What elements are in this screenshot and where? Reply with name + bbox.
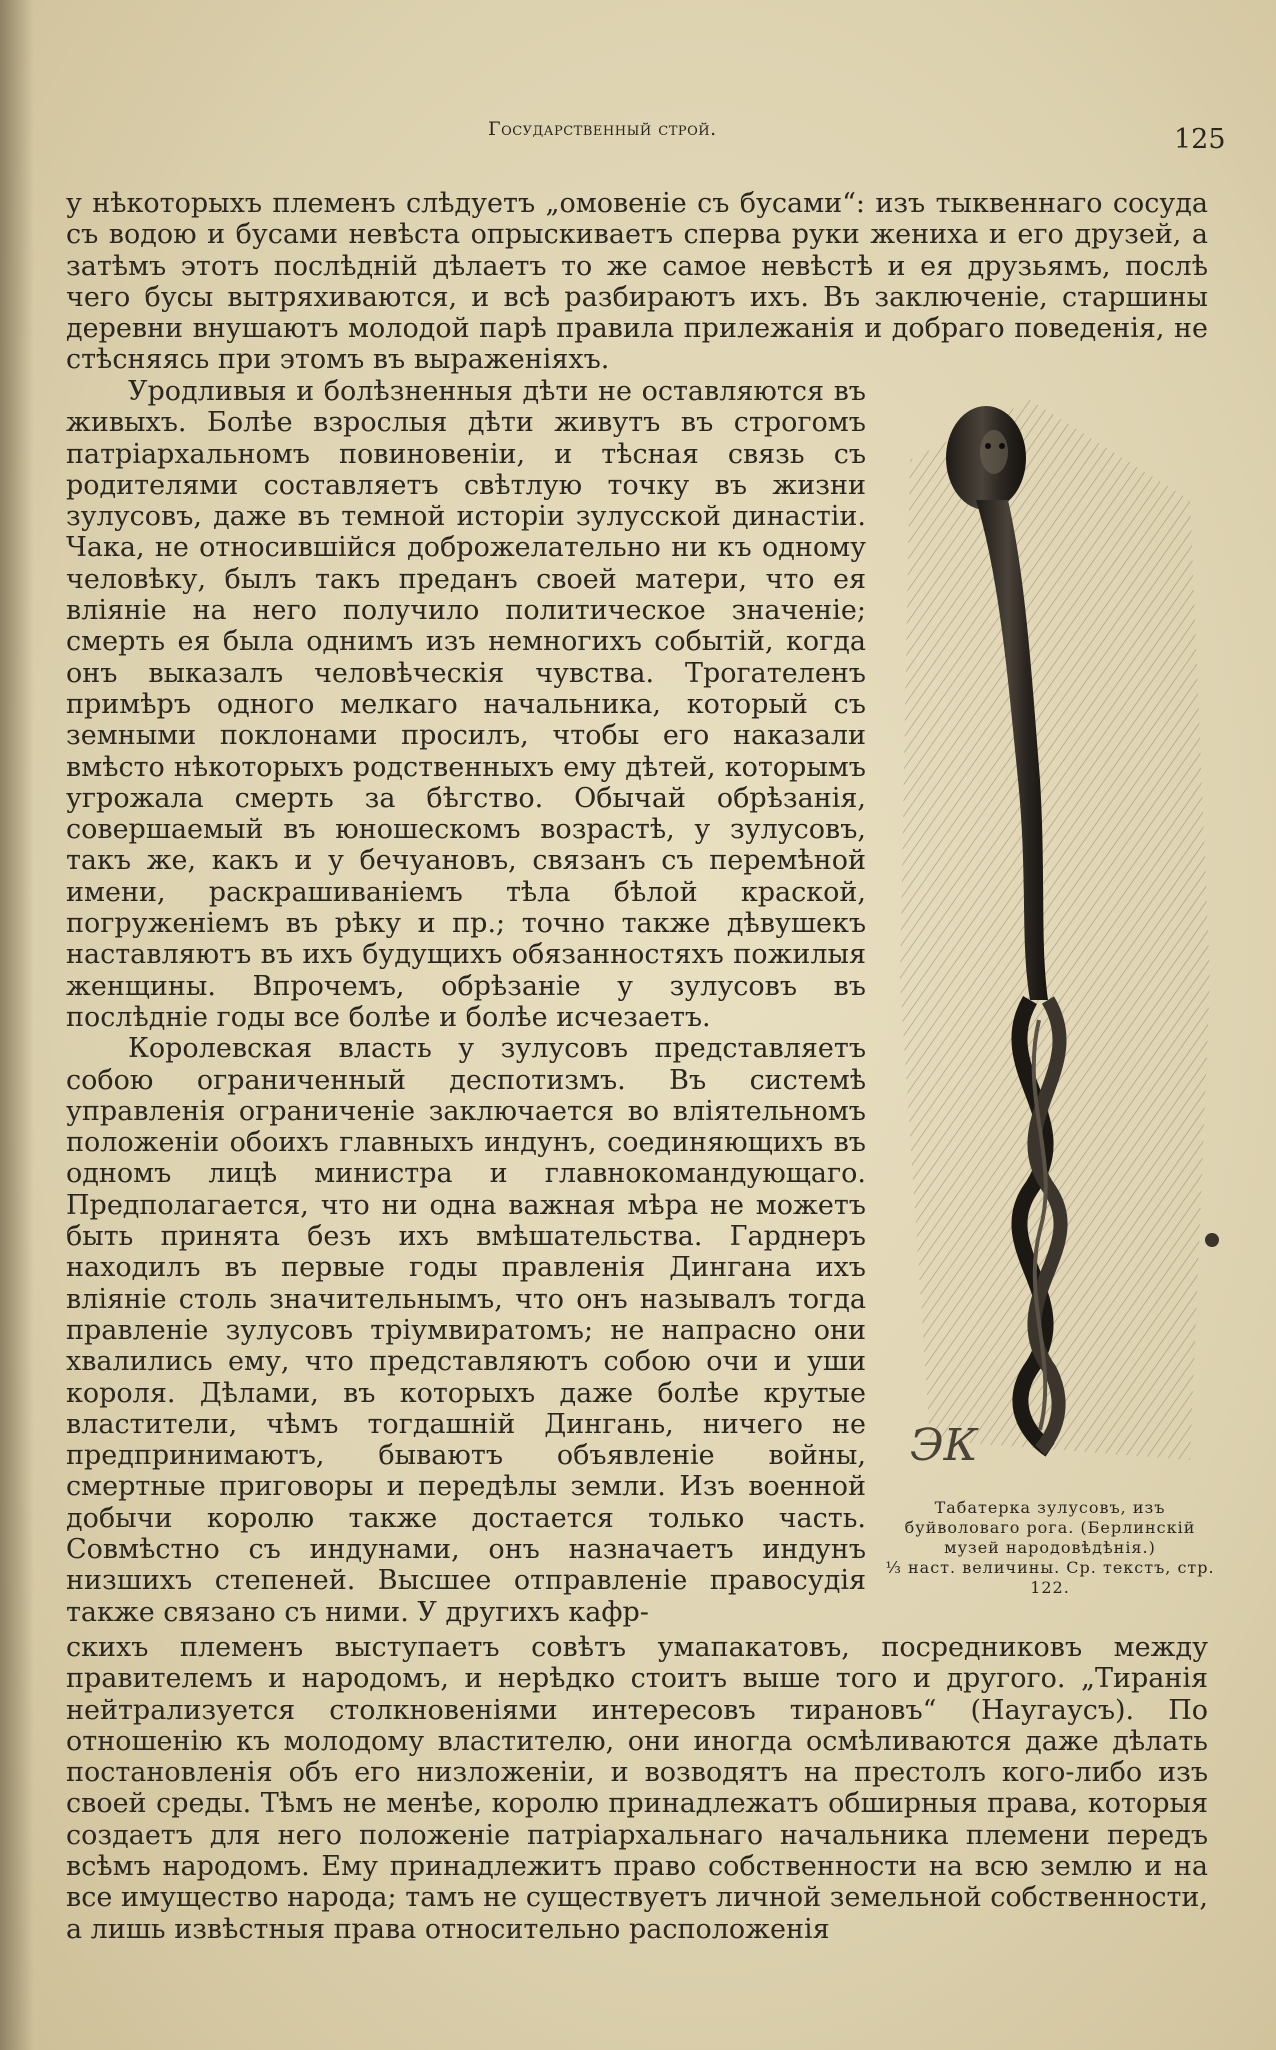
snuff-box-drawing	[890, 380, 1220, 1490]
bottom-paragraph: скихъ племенъ выступаетъ совѣтъ умапакатовъ, посредниковъ между правителемъ и народомъ, и нерѣдко стоитъ выше того и другого. „Тиранія нейтрализуется столкновеніями интересовъ тирановъ“ (Наугаусъ). По отношенію къ молодому властителю, они иногда осмѣливаются даже дѣлать постановленія объ его низложеніи, и возводятъ на престолъ кого-либо изъ своей среды. Тѣмъ не менѣе, королю принадлежатъ обширныя права, которыя создаетъ для него положеніе патріархальнаго начальника племени передъ всѣмъ народомъ. Ему принадлежитъ право собственности на всю землю и на все имущество народа; тамъ не существуетъ личной земельной собственности, а лишь извѣстныя права относительно расположенія	[66, 1632, 1208, 1945]
figure-caption-scale: ⅓ наст. величины. Ср. текстъ, стр. 122.	[885, 1558, 1215, 1597]
top-paragraph: у нѣкоторыхъ племенъ слѣдуетъ „омовеніе съ бусами“: изъ тыквеннаго сосуда съ водою и бусами невѣста опрыскиваетъ сперва руки жениха и его друзей, а затѣмъ этотъ послѣдній дѣлаетъ то же самое невѣстѣ и ея друзьямъ, послѣ чего бусы вытряхиваются, и всѣ разбираютъ ихъ. Въ заключеніе, старшины деревни внушаютъ молодой парѣ правила прилежанія и добраго поведенія, не стѣсняясь при этомъ въ выраженіяхъ.	[66, 188, 1208, 376]
top-paragraph-block	[66, 188, 1208, 376]
column-paragraph-1: Уродливыя и болѣзненныя дѣти не оставляются въ живыхъ. Болѣе взрослыя дѣти живутъ въ строгомъ патріархальномъ повиновеніи, и тѣсная связь съ родителями составляетъ свѣтлую точку въ жизни зулусовъ, даже въ темной исторіи зулусской династіи. Чака, не относившійся доброжелательно ни къ одному человѣку, былъ такъ преданъ своей матери, что ея вліяніе на него получило политическое значеніе; смерть ея была однимъ изъ немногихъ событій, когда онъ выказалъ человѣческія чувства. Трогателенъ примѣръ одного мелкаго начальника, который съ земными поклонами просилъ, чтобы его наказали вмѣсто нѣкоторыхъ родственныхъ ему дѣтей, которымъ угрожала смерть за бѣгство. Обычай обрѣзанія, совершаемый въ юношескомъ возрастѣ, у зулусовъ, такъ же, какъ и у бечуановъ, связанъ съ перемѣной имени, раскрашиваніемъ тѣла бѣлой краской, погруженіемъ въ рѣку и пр.; точно также дѣвушекъ наставляютъ въ ихъ будущихъ обязанностяхъ пожилыя женщины. Впрочемъ, обрѣзаніе у зулусовъ въ послѣдніе годы все болѣе и болѣе исчезаетъ.	[66, 376, 866, 1033]
column-text-block	[66, 376, 866, 1628]
page-number: 125	[1174, 124, 1226, 155]
figure-caption	[880, 1498, 1220, 1598]
artist-monogram: ЭК	[910, 1420, 978, 1471]
column-paragraph-2: Королевская власть у зулусовъ представляетъ собою ограниченный деспотизмъ. Въ системѣ управленія ограниченіе заключается во вліятельномъ положеніи обоихъ главныхъ индунъ, соединяющихъ въ одномъ лицѣ министра и главнокомандующаго. Предполагается, что ни одна важная мѣра не можетъ быть принята безъ ихъ вмѣшательства. Гарднеръ находилъ въ первые годы правленія Дингана ихъ вліяніе столь значительнымъ, что онъ называлъ тогда правленіе зулусовъ тріумвиратомъ; не напрасно они хвалились ему, что представляютъ собою очи и уши короля. Дѣлами, въ которыхъ даже болѣе крутые властители, чѣмъ тогдашній Дингань, ничего не предпринимаютъ, бываютъ объявленіе войны, смертные приговоры и передѣлы земли. Изъ военной добычи королю также достается только часть. Совмѣстно съ индунами, онъ назначаетъ индунъ низшихъ степеней. Высшее отправленіе правосудія также связано съ ними. У другихъ кафр-	[66, 1033, 866, 1628]
running-header: Государственный строй.	[488, 118, 717, 140]
bottom-paragraph-block	[66, 1632, 1208, 1945]
page-binding-shadow	[0, 0, 34, 2050]
figure-caption-title: Табатерка зулусовъ, изъ буйволоваго рога. (Берлинскій музей народовѣдѣнія.)	[904, 1498, 1196, 1557]
snuff-box-illustration	[890, 380, 1220, 1490]
hatched-background	[900, 400, 1210, 1460]
